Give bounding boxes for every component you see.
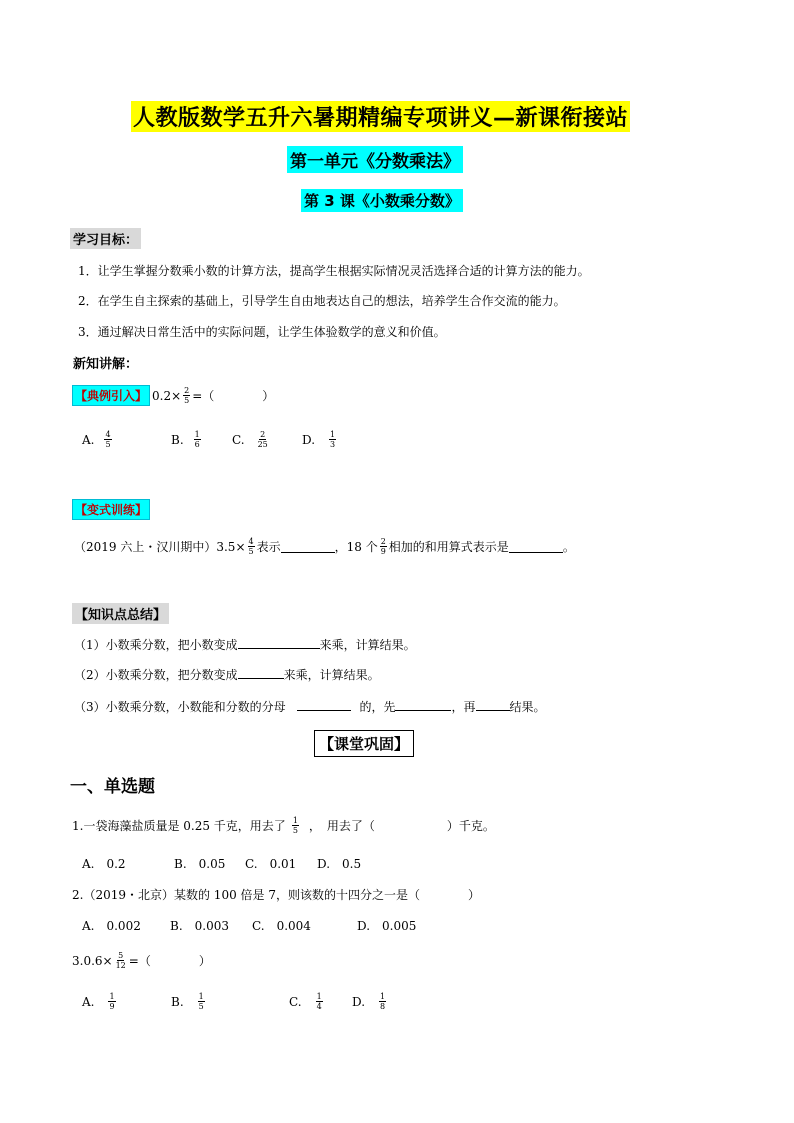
answer-blank[interactable] bbox=[297, 698, 351, 711]
answer-blank[interactable] bbox=[395, 698, 451, 711]
example-tag: 【典例引入】 bbox=[72, 385, 150, 406]
variant-tag: 【变式训练】 bbox=[72, 499, 150, 520]
q3-option-d: D. $\frac{1}{8}$ bbox=[352, 992, 386, 1011]
answer-blank[interactable] bbox=[476, 698, 510, 711]
q3-option-a: A. $\frac{1}{9}$ bbox=[82, 992, 115, 1011]
summary-item-1: （1）小数乘分数，把小数变成 来乘，计算结果。 bbox=[74, 638, 416, 652]
question-2: 2.（2019・北京）某数的 100 倍是 7，则该数的十四分之一是（ ） bbox=[72, 888, 480, 902]
q1-option-c: C. 0.01 bbox=[245, 857, 297, 871]
summary-item-2: （2）小数乘分数，把分数变成 来乘，计算结果。 bbox=[74, 668, 380, 682]
example-option-a: A. $\frac{4}{5}$ bbox=[82, 430, 111, 449]
q1-option-a: A. 0.2 bbox=[82, 857, 126, 871]
example-option-b: B. $\frac{1}{6}$ bbox=[171, 430, 200, 449]
question-1: 1.一袋海藻盐质量是 0.25 千克，用去了 $\frac{1}{5}$ ， 用去了（ ）千克。 bbox=[72, 816, 495, 835]
example-expr-suffix: =（ ） bbox=[192, 389, 275, 403]
example-fraction: $\frac{2}{5}$ bbox=[184, 386, 190, 405]
answer-blank[interactable] bbox=[281, 540, 335, 553]
lesson-title: 第 3 课《小数乘分数》 bbox=[301, 189, 463, 212]
variant-question: （2019 六上・汉川期中）3.5× $\frac{4}{5}$ 表示 ，18 个 $\frac{2}{9}$ 相加的和用算式表示是 。 bbox=[74, 537, 575, 556]
q1-option-d: D. 0.5 bbox=[317, 857, 362, 871]
unit-title: 第一单元《分数乘法》 bbox=[287, 146, 463, 173]
goals-label: 学习目标： bbox=[70, 228, 141, 249]
example-option-d: D. $\frac{1}{3}$ bbox=[302, 430, 336, 449]
q3-option-b: B. $\frac{1}{5}$ bbox=[171, 992, 204, 1011]
summary-tag: 【知识点总结】 bbox=[72, 603, 169, 624]
answer-blank[interactable] bbox=[509, 540, 563, 553]
goal-item: 2．在学生自主探索的基础上，引导学生自由地表达自己的想法，培养学生合作交流的能力。 bbox=[78, 294, 566, 308]
q2-option-b: B. 0.003 bbox=[170, 919, 229, 933]
example-expr-prefix: 0.2× bbox=[152, 388, 182, 403]
classroom-heading: 【课堂巩固】 bbox=[314, 730, 414, 757]
example-question bbox=[72, 385, 274, 406]
example-option-c: C. $\frac{2}{25}$ bbox=[232, 430, 268, 449]
answer-blank[interactable] bbox=[238, 666, 284, 679]
q1-option-b: B. 0.05 bbox=[174, 857, 226, 871]
section-title: 一、单选题 bbox=[70, 777, 155, 797]
new-knowledge-label: 新知讲解： bbox=[73, 357, 139, 372]
q2-option-d: D. 0.005 bbox=[357, 919, 417, 933]
q3-option-c: C. $\frac{1}{4}$ bbox=[289, 992, 322, 1011]
q2-option-a: A. 0.002 bbox=[82, 919, 141, 933]
answer-blank[interactable] bbox=[238, 636, 320, 649]
q2-option-c: C. 0.004 bbox=[252, 919, 311, 933]
question-3: 3.0.6× $\frac{5}{12}$ =（ ） bbox=[72, 951, 211, 970]
goal-item: 3．通过解决日常生活中的实际问题，让学生体验数学的意义和价值。 bbox=[78, 325, 446, 339]
goal-item: 1．让学生掌握分数乘小数的计算方法，提高学生根据实际情况灵活选择合适的计算方法的能力。 bbox=[78, 264, 590, 278]
main-title: 人教版数学五升六暑期精编专项讲义—新课衔接站 bbox=[131, 101, 630, 132]
summary-item-3: （3）小数乘分数，小数能和分数的分母 的，先 ，再 结果。 bbox=[74, 700, 546, 714]
